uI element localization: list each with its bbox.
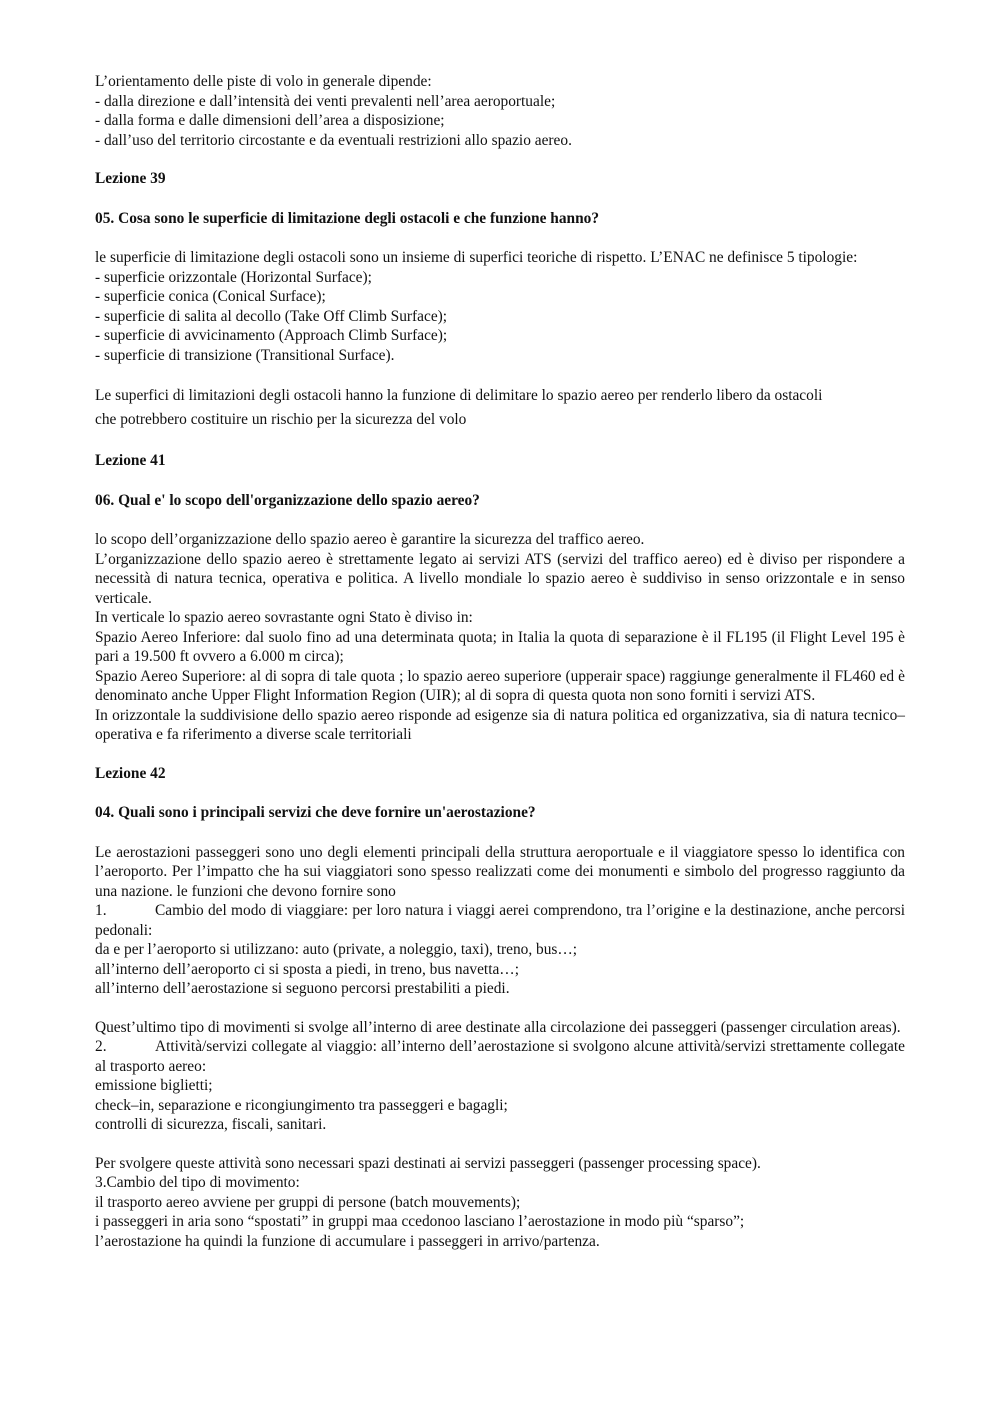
answer-paragraph: Le aerostazioni passeggeri sono uno degli elementi principali della struttura aeroportuale e il viaggiatore spesso lo identifica con l’aeroporto. Per l’impatto che ha sui viaggiatori sono spesso realizzati come dei monumenti e simbolo del progresso raggiunto da una nazione. le funzioni che devono fornire sono (95, 843, 905, 900)
paragraph-gap (95, 1135, 905, 1154)
sub-line: all’interno dell’aerostazione si seguono percorsi prestabiliti a piedi. (95, 980, 510, 997)
sub-line: i passeggeri in aria sono “spostati” in gruppi maa ccedonoo lasciano l’aerostazione in modo più “sparso”; (95, 1213, 745, 1230)
paragraph-gap (95, 365, 905, 384)
sub-line: da e per l’aeroporto si utilizzano: auto (private, a noleggio, taxi), treno, bus…; (95, 941, 578, 958)
answer-paragraph: In orizzontale la suddivisione dello spazio aereo risponde ad esigenze sia di natura politica ed organizzativa, sia di natura tecnico–operativa e fa riferimento a diverse scale territoriali (95, 706, 905, 743)
sub-line: emissione biglietti; (95, 1077, 213, 1094)
intro-block (95, 72, 905, 150)
item-text: Attività/servizi collegate al viaggio: all’interno dell’aerostazione si svolgono alcune attività/servizi strettamente collegate al trasporto aereo: (95, 1038, 905, 1075)
question-heading: 05. Cosa sono le superficie di limitazione degli ostacoli e che funzione hanno? (95, 209, 600, 227)
numbered-item: 3.Cambio del tipo di movimento: (95, 1174, 300, 1191)
paragraph-gap (95, 999, 905, 1018)
list-item: - superficie orizzontale (Horizontal Surface); (95, 268, 372, 286)
sub-line: check–in, separazione e ricongiungimento tra passeggeri e bagagli; (95, 1096, 508, 1114)
item-number: 2. (95, 1038, 107, 1055)
answer-line: Le superfici di limitazioni degli ostacoli hanno la funzione di delimitare lo spazio aereo per renderlo libero da ostacoli (95, 387, 823, 404)
lesson-heading: Lezione 42 (95, 764, 166, 782)
document-page (95, 72, 905, 1251)
answer-line: che potrebbero costituire un rischio per la sicurezza del volo (95, 411, 467, 428)
answer-paragraph: Spazio Aereo Inferiore: dal suolo fino ad una determinata quota; in Italia la quota di separazione è il FL195 (il Flight Level 195 è pari a 19.500 ft ovvero a 6.000 m circa); (95, 628, 905, 665)
answer-paragraph: Quest’ultimo tipo di movimenti si svolge all’interno di aree destinate alla circolazione dei passeggeri (passenger circulation areas). (95, 1018, 901, 1036)
sub-line: il trasporto aereo avviene per gruppi di persone (batch mouvements); (95, 1193, 521, 1211)
list-item: - superficie conica (Conical Surface); (95, 288, 326, 305)
sub-line: l’aerostazione ha quindi la funzione di accumulare i passeggeri in arrivo/partenza. (95, 1232, 600, 1250)
item-number: 1. (95, 902, 107, 919)
answer-paragraph: Per svolgere queste attività sono necessari spazi destinati ai servizi passeggeri (passenger processing space). (95, 1154, 761, 1172)
list-item: - superficie di avvicinamento (Approach Climb Surface); (95, 327, 448, 344)
numbered-item (95, 901, 905, 940)
question-heading: 06. Qual e' lo scopo dell'organizzazione dello spazio aereo? (95, 491, 480, 509)
intro-line: L’orientamento delle piste di volo in generale dipende: (95, 73, 432, 90)
answer-paragraph: le superficie di limitazione degli ostacoli sono un insieme di superfici teoriche di rispetto. L’ENAC ne definisce 5 tipologie: (95, 249, 858, 266)
lesson-heading: Lezione 39 (95, 170, 166, 187)
sub-line: controlli di sicurezza, fiscali, sanitari. (95, 1116, 327, 1133)
answer-paragraph: lo scopo dell’organizzazione dello spazio aereo è garantire la sicurezza del traffico aereo. (95, 531, 645, 548)
sub-line: all’interno dell’aeroporto ci si sposta a piedi, in treno, bus navetta…; (95, 960, 519, 978)
list-item: - superficie di transizione (Transitional Surface). (95, 346, 395, 364)
intro-line: - dall’uso del territorio circostante e da eventuali restrizioni allo spazio aereo. (95, 131, 572, 149)
intro-line: - dalla forma e dalle dimensioni dell’area a disposizione; (95, 112, 445, 129)
answer-paragraph: In verticale lo spazio aereo sovrastante ogni Stato è diviso in: (95, 609, 473, 626)
answer-paragraph: Spazio Aereo Superiore: al di sopra di tale quota ; lo spazio aereo superiore (upperair space) raggiunge generalmente il FL460 ed è denominato anche Upper Flight Information Region (UIR); al di sopra di questa quota non sono forniti i servizi ATS. (95, 667, 905, 704)
list-item: - superficie di salita al decollo (Take Off Climb Surface); (95, 307, 448, 325)
intro-line: - dalla direzione e dall’intensità dei venti prevalenti nell’area aeroportuale; (95, 92, 556, 110)
answer-paragraph: L’organizzazione dello spazio aereo è strettamente legato ai servizi ATS (servizi del traffico aereo) ed è diviso per rispondere a necessità di natura tecnica, operativa e politica. A livello mondiale lo spazio aereo è suddiviso in senso orizzontale e in senso verticale. (95, 550, 905, 607)
numbered-item (95, 1037, 905, 1076)
lesson-heading: Lezione 41 (95, 452, 166, 469)
item-text: Cambio del modo di viaggiare: per loro natura i viaggi aerei comprendono, tra l’origine e la destinazione, anche percorsi pedonali: (95, 902, 905, 939)
question-heading: 04. Quali sono i principali servizi che deve fornire un'aerostazione? (95, 804, 536, 821)
